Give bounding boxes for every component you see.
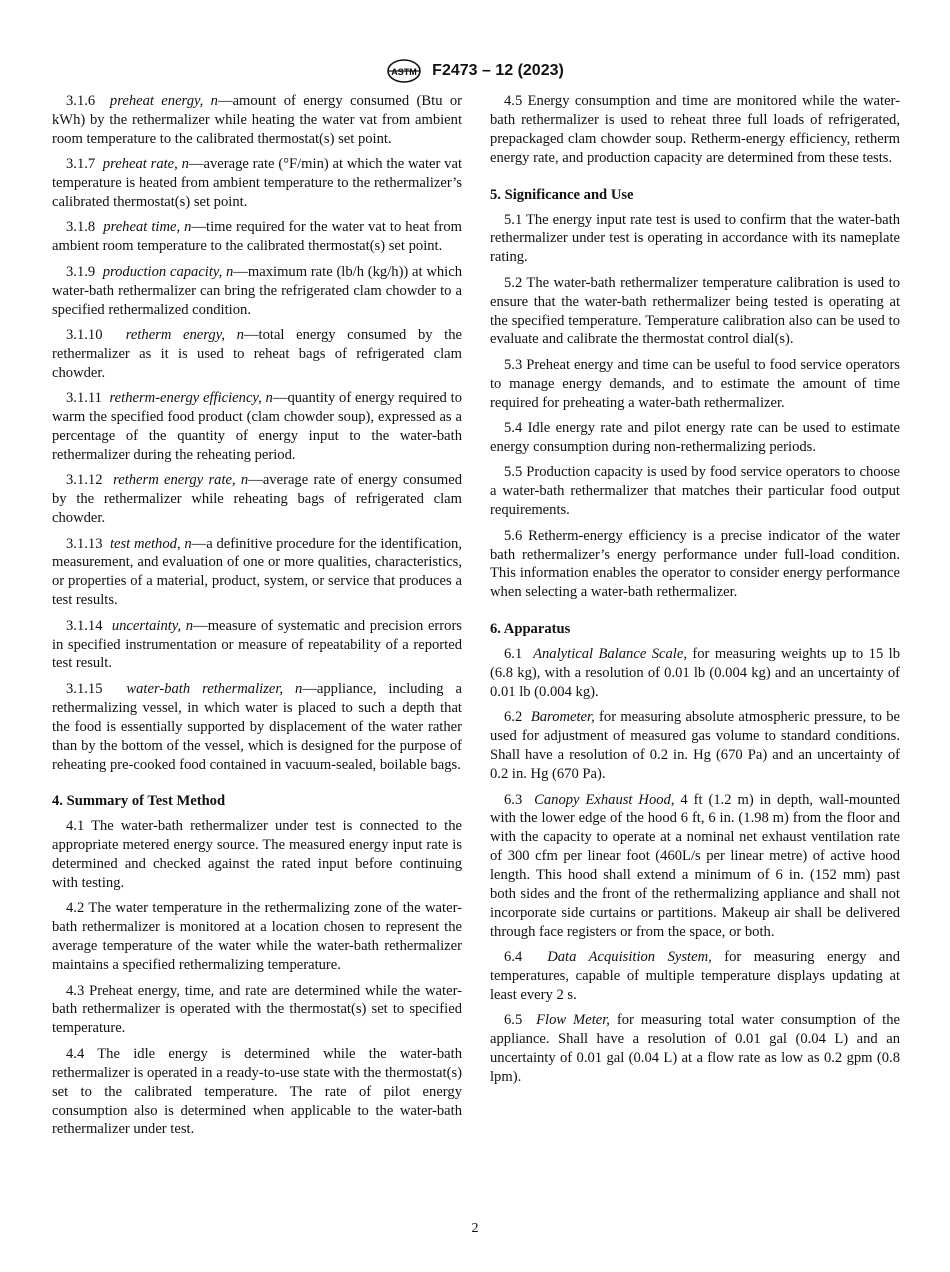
paragraph-6-2: 6.2 Barometer, for measuring absolute atmospheric pressure, to be used for adjustment of measured gas volume to standard conditions. Shall have a resolution of 0.2 in. Hg (670 Pa) and an uncertainty of 0.2 in. Hg (670 Pa). [490, 709, 900, 783]
paragraph-5-2: 5.2 The water-bath rethermalizer temperature calibration is used to ensure that the water-bath rethermalizer being tested is operating at the specified temperature. Temperature calibration also can be used to evaluate and calibrate the thermostat control dial(s). [490, 274, 900, 348]
definition-3-1-10: 3.1.10 retherm energy, n—total energy consumed by the rethermalizer as it is used to reheat bags of refrigerated clam chowder. [52, 326, 463, 381]
definition-3-1-15: 3.1.15 water-bath rethermalizer, n—appliance, including a rethermalizing vessel, in which water is placed to such a depth that the food is essentially supported by displacement of the water rather than by the bottom of the vessel, which is designed for the purpose of reheating pre-cooked food contained in vacuum-sealed, boilable bags. [52, 680, 462, 773]
definition-3-1-9: 3.1.9 production capacity, n—maximum rate (lb/h (kg/h)) at which water-bath rethermalizer can bring the refrigerated clam chowder to a specified rethermalized condition. [52, 263, 463, 318]
svg-text:ASTM: ASTM [391, 67, 417, 77]
paragraph-5-1: 5.1 The energy input rate test is used to confirm that the water-bath rethermalizer under test is operating in accordance with its nameplate rating. [490, 211, 900, 266]
section-5-heading: 5. Significance and Use [490, 186, 634, 203]
definition-3-1-7: 3.1.7 preheat rate, n—average rate (°F/min) at which the water vat temperature is heated from ambient temperature to the rethermalizer’s calibrated thermostat(s) set point. [52, 156, 463, 211]
paragraph-6-3: 6.3 Canopy Exhaust Hood, 4 ft (1.2 m) in depth, wall-mounted with the lower edge of the hood 6 ft, 6 in. (1.98 m) from the floor and with the capacity to operate at a nominal net exhaust ventilation rate of 300 cfm per linear foot (460L/s per linear metre) of active hood length. This hood shall extend a minimum of 6 in. (152 mm) past both sides and the front of the rethermalizing appliance and shall not incorporate side curtains or partitions. Makeup air shall be delivered through face registers or from the space, or both. [490, 791, 901, 940]
definition-3-1-14: 3.1.14 uncertainty, n—measure of systematic and precision errors in specified instrumentation or measure of repeatability of a reported test result. [52, 617, 462, 672]
paragraph-4-4: 4.4 The idle energy is determined while the water-bath rethermalizer is operated in a ready-to-use state with the thermostat(s) set to the calibrated temperature. The rate of pilot energy consumption also is determined when applicable to the water-bath rethermalizer under test. [52, 1045, 462, 1138]
paragraph-4-2: 4.2 The water temperature in the rethermalizing zone of the water-bath rethermalizer is monitored at a location chosen to represent the average temperature of the water while the water-bath rethermalizer maintains a specified rethermalizing temperature. [52, 900, 462, 974]
definition-3-1-11: 3.1.11 retherm-energy efficiency, n—quantity of energy required to warm the specified food product (clam chowder soup), expressed as a percentage of the quantity of energy input to the water-bath rethermalizer during the reheating period. [52, 390, 462, 463]
paragraph-6-5: 6.5 Flow Meter, for measuring total water consumption of the appliance. Shall have a resolution of 0.01 gal (0.04 L) and an uncertainty of 0.01 gal (0.04 L) at a flow rate as low as 0.2 gpm (0.8 lpm). [490, 1012, 901, 1086]
paragraph-5-5: 5.5 Production capacity is used by food service operators to choose a water-bath rethermalizer that matches their particular food output requirements. [490, 464, 900, 519]
paragraph-4-3: 4.3 Preheat energy, time, and rate are determined while the water-bath rethermalizer is operated with the thermostat(s) set to specified temperature. [52, 982, 462, 1037]
definition-3-1-12: 3.1.12 retherm energy rate, n—average rate of energy consumed by the rethermalizer while reheating bags of refrigerated clam chowder. [52, 472, 462, 527]
astm-logo-icon [386, 58, 422, 84]
definition-3-1-8: 3.1.8 preheat time, n—time required for the water vat to heat from ambient room temperature to the calibrated thermostat(s) set point. [52, 219, 463, 255]
left-column [52, 92, 462, 1146]
paragraph-4-5: 4.5 Energy consumption and time are monitored while the water-bath rethermalizer is used to reheat three full loads of refrigerated, prepackaged clam chowder soup. Retherm-energy efficiency, retherm energy rate, and production capacity are determined from these tests. [490, 93, 900, 166]
definition-3-1-6: 3.1.6 preheat energy, n—amount of energy consumed (Btu or kWh) by the rethermalizer while heating the water vat from ambient room temperature to the calibrated thermostat(s) set point. [52, 93, 463, 147]
paragraph-6-4: 6.4 Data Acquisition System, for measuring energy and temperatures, capable of multiple temperature displays updating at least every 2 s. [490, 949, 901, 1004]
definition-3-1-13: 3.1.13 test method, n—a definitive procedure for the identification, measurement, and evaluation of one or more qualities, characteristics, or properties of a material, product, system, or service that produces a test results. [52, 535, 462, 609]
paragraph-6-1: 6.1 Analytical Balance Scale, for measuring weights up to 15 lb (6.8 kg), with a resolution of 0.01 lb (0.004 kg) and an uncertainty of 0.01 lb (0.004 kg). [490, 646, 901, 700]
document-designation: F2473 – 12 (2023) [432, 62, 564, 79]
section-6-heading: 6. Apparatus [490, 621, 571, 638]
paragraph-5-3: 5.3 Preheat energy and time can be useful to food service operators to manage energy demands, and to estimate the amount of time required for preheating a water-bath rethermalizer. [490, 356, 900, 411]
section-4-heading: 4. Summary of Test Method [52, 793, 226, 810]
page-header [0, 58, 950, 84]
right-column [490, 92, 900, 1094]
paragraph-4-1: 4.1 The water-bath rethermalizer under test is connected to the appropriate metered energy source. The measured energy input rate is determined and checked against the rated input before continuing with testing. [52, 818, 462, 892]
paragraph-5-4: 5.4 Idle energy rate and pilot energy rate can be used to estimate energy consumption during non-rethermalizing periods. [490, 420, 900, 455]
page-number: 2 [471, 1221, 479, 1236]
paragraph-5-6: 5.6 Retherm-energy efficiency is a precise indicator of the water bath rethermalizer’s energy performance under full-load condition. This information enables the operator to consider energy performance when selecting a water-bath rethermalizer. [490, 527, 900, 601]
